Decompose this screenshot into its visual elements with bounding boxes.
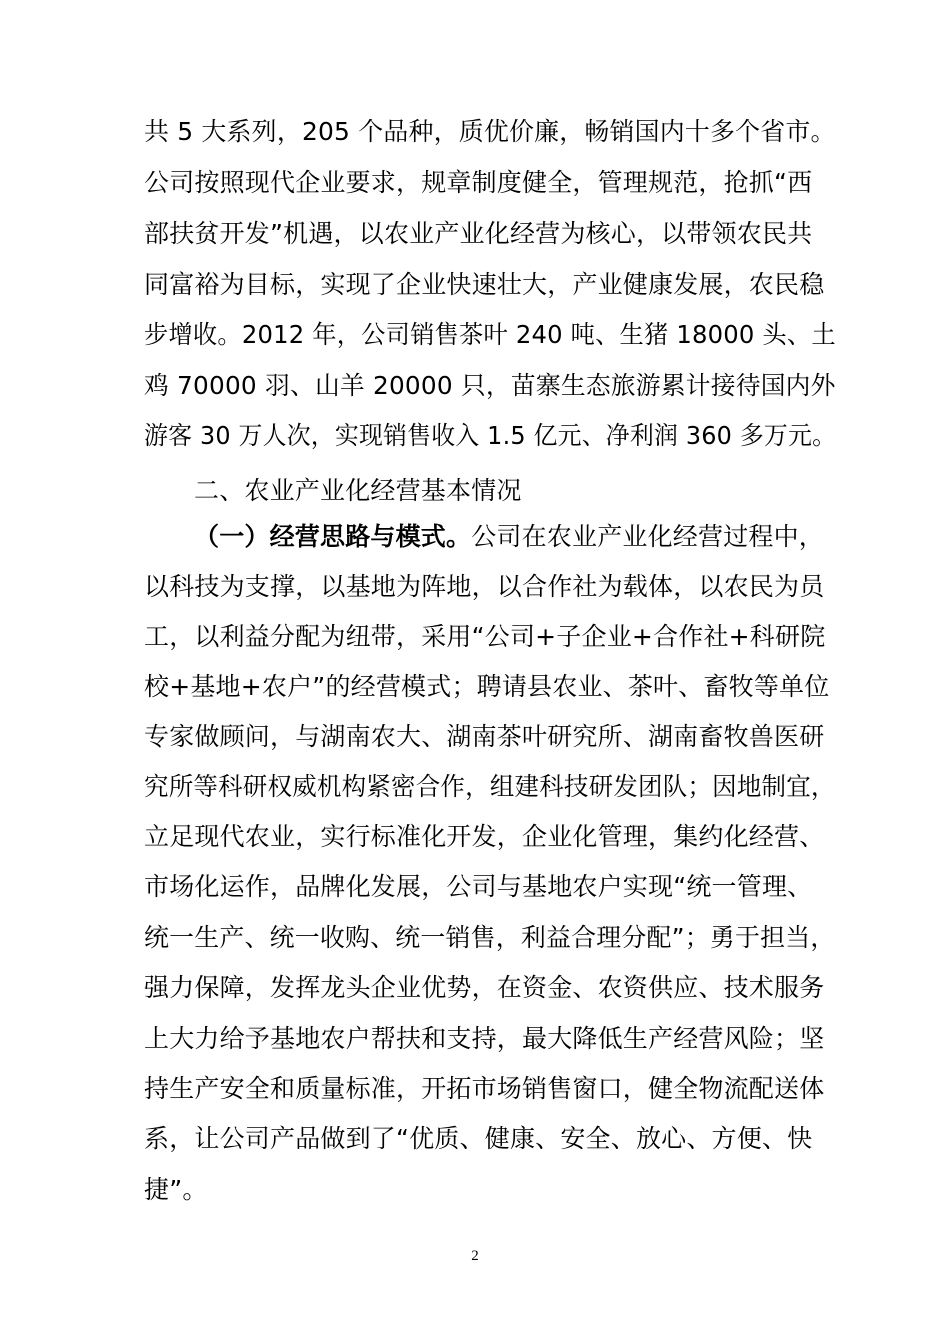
subsection-title: （一）经营思路与模式。 <box>194 522 472 551</box>
body-text-line: 部扶贫开发”机遇，以农业产业化经营为核心，以带领农民共 <box>144 219 813 248</box>
body-text-line: 工，以利益分配为纽带，采用“公司+子企业+合作社+科研院 <box>144 622 826 651</box>
section-heading: 二、农业产业化经营基本情况 <box>194 476 522 505</box>
body-text-line: 游客 30 万人次，实现销售收入 1.5 亿元、净利润 360 多万元。 <box>144 421 837 450</box>
body-text-line: 立足现代农业，实行标准化开发，企业化管理，集约化经营、 <box>144 822 825 851</box>
body-text-line: 市场化运作，品牌化发展，公司与基地农户实现“统一管理、 <box>144 872 813 901</box>
body-text-line: 统一生产、统一收购、统一销售，利益合理分配”；勇于担当， <box>144 923 836 952</box>
body-text-line: 系，让公司产品做到了“优质、健康、安全、放心、方便、快 <box>144 1124 813 1153</box>
body-text-line: 鸡 70000 羽、山羊 20000 只，苗寨生态旅游累计接待国内外 <box>144 371 836 400</box>
body-text-line: 究所等科研权威机构紧密合作，组建科技研发团队；因地制宜， <box>144 772 836 801</box>
body-text-line: 捷”。 <box>144 1175 208 1204</box>
body-text-line: 专家做顾问，与湖南农大、湖南茶叶研究所、湖南畜牧兽医研 <box>144 722 825 751</box>
body-text-line: 共 5 大系列，205 个品种，质优价廉，畅销国内十多个省市。 <box>144 117 836 146</box>
body-text-line: 公司按照现代企业要求，规章制度健全，管理规范，抢抓“西 <box>144 168 813 197</box>
subsection-first-line-text: 公司在农业产业化经营过程中， <box>471 522 825 551</box>
subsection-first-line <box>194 522 824 552</box>
body-text-line: 以科技为支撑，以基地为阵地，以合作社为载体，以农民为员 <box>144 572 825 601</box>
page-number: 2 <box>471 1248 479 1264</box>
body-text-line: 同富裕为目标，实现了企业快速壮大，产业健康发展，农民稳 <box>144 270 825 299</box>
body-text-line: 持生产安全和质量标准，开拓市场销售窗口，健全物流配送体 <box>144 1074 825 1103</box>
body-text-line: 强力保障，发挥龙头企业优势，在资金、农资供应、技术服务 <box>144 973 825 1002</box>
body-text-line: 校+基地+农户”的经营模式；聘请县农业、茶叶、畜牧等单位 <box>144 672 830 701</box>
body-text-line: 步增收。2012 年，公司销售茶叶 240 吨、生猪 18000 头、土 <box>144 320 836 349</box>
body-text-line: 上大力给予基地农户帮扶和支持，最大降低生产经营风险；坚 <box>144 1024 825 1053</box>
